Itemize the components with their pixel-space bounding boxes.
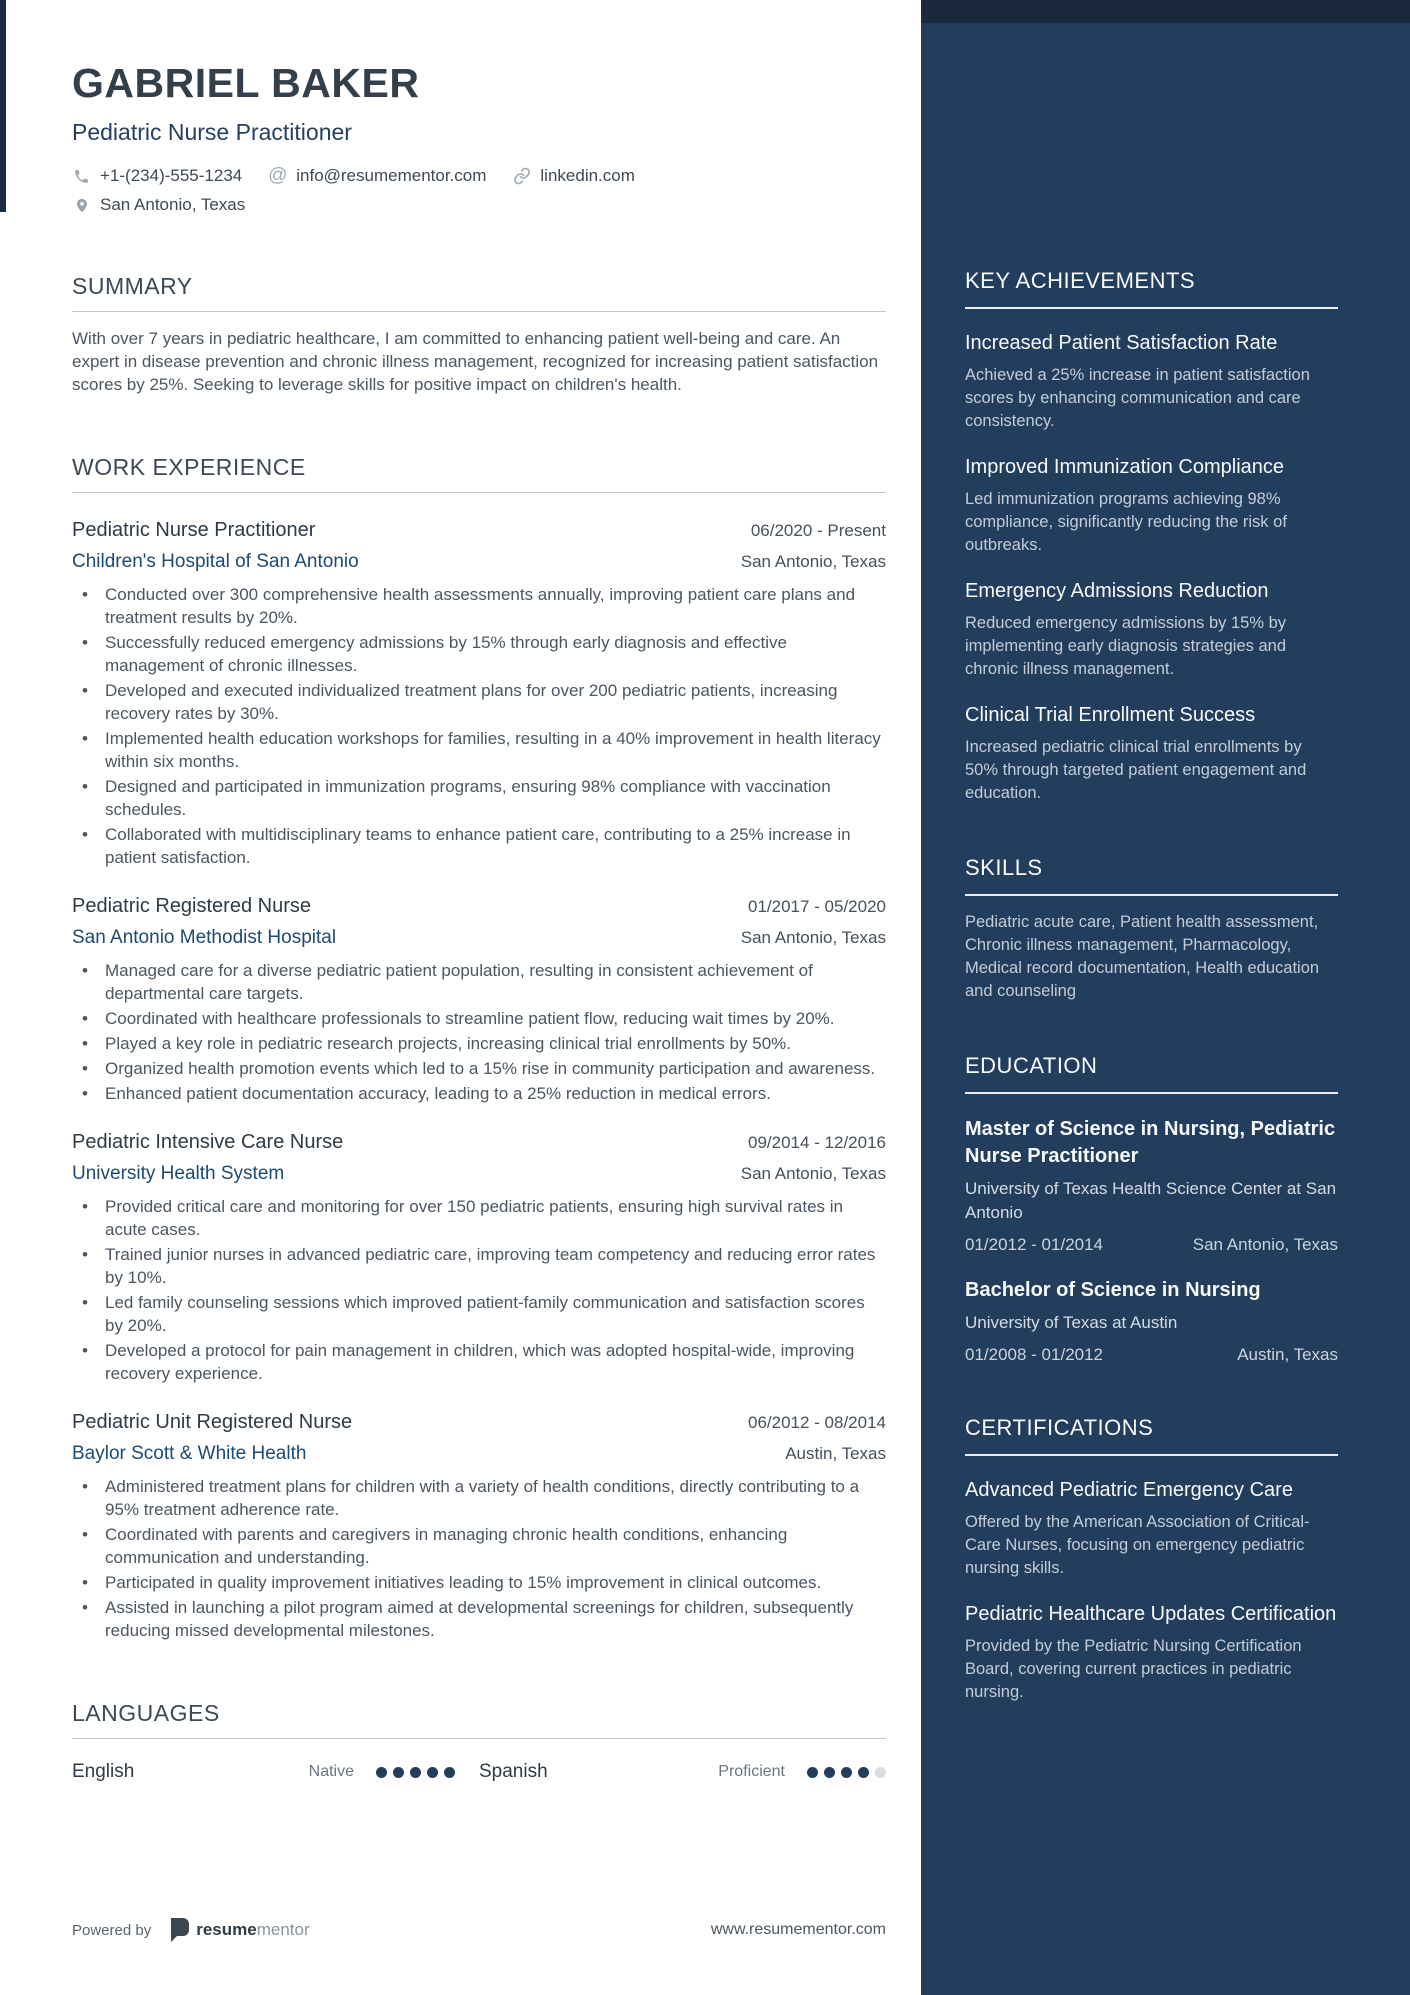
linkedin-contact[interactable] xyxy=(512,166,635,186)
achievement-text: Reduced emergency admissions by 15% by implementing early diagnosis strategies and chronic illness management. xyxy=(965,614,1287,678)
education-divider xyxy=(965,1092,1338,1094)
achievement-item xyxy=(965,578,1338,681)
job-bullet: • Implemented health education workshops for families, resulting in a 40% improvement in health literacy within six months. xyxy=(72,727,886,773)
language-entry xyxy=(72,1761,479,1783)
language-level-dot xyxy=(841,1767,852,1778)
languages-divider xyxy=(72,1738,886,1739)
education-section xyxy=(965,1053,1338,1365)
summary-heading: SUMMARY xyxy=(72,273,193,299)
work-experience-heading: WORK EXPERIENCE xyxy=(72,454,306,480)
sidebar xyxy=(921,0,1410,1995)
email-address: info@resumementor.com xyxy=(296,166,487,185)
achievement-text: Achieved a 25% increase in patient satisfaction scores by enhancing communication and care consistency. xyxy=(965,366,1310,430)
language-level-dot xyxy=(376,1767,387,1778)
achievement-text: Increased pediatric clinical trial enrollments by 50% through targeted patient engagement and education. xyxy=(965,738,1307,802)
job-bullet: • Organized health promotion events which led to a 15% rise in community participation and awareness. xyxy=(72,1057,886,1080)
job-bullet: • Enhanced patient documentation accuracy, leading to a 25% reduction in medical errors. xyxy=(72,1082,886,1105)
location-row xyxy=(72,195,886,215)
language-entry xyxy=(479,1761,886,1783)
footer-url[interactable]: www.resumementor.com xyxy=(710,1921,886,1938)
job-bullet: • Trained junior nurses in advanced pediatric care, improving team competency and reducing error rates by 10%. xyxy=(72,1243,886,1289)
language-name: English xyxy=(72,1761,135,1782)
certifications-heading: CERTIFICATIONS xyxy=(965,1415,1154,1440)
job-entry xyxy=(72,895,886,1105)
footer xyxy=(72,1918,886,1942)
skills-section xyxy=(965,855,1338,1003)
job-bullet: • Developed a protocol for pain management in children, which was adopted hospital-wide, improving recovery experience. xyxy=(72,1339,886,1385)
job-dates: 06/2012 - 08/2014 xyxy=(747,1413,886,1432)
job-bullet: • Administered treatment plans for children with a variety of health conditions, directly contributing to a 95% treatment adherence rate. xyxy=(72,1475,886,1521)
language-level: Native xyxy=(308,1763,354,1780)
language-level-dots xyxy=(801,1767,886,1778)
job-bullet: • Participated in quality improvement initiatives leading to 15% improvement in clinical outcomes. xyxy=(72,1571,886,1594)
education-heading: EDUCATION xyxy=(965,1053,1098,1078)
job-location: San Antonio, Texas xyxy=(740,552,886,571)
achievement-item xyxy=(965,702,1338,805)
job-bullet: • Coordinated with parents and caregivers in managing chronic health conditions, enhancing communication and understanding. xyxy=(72,1523,886,1569)
phone-contact[interactable] xyxy=(72,166,242,186)
language-level-dots xyxy=(370,1767,455,1778)
link-icon xyxy=(512,167,531,186)
languages-row xyxy=(72,1761,886,1783)
job-company: San Antonio Methodist Hospital xyxy=(72,927,337,948)
job-dates: 01/2017 - 05/2020 xyxy=(747,897,886,916)
job-entry xyxy=(72,1131,886,1385)
language-level-dot xyxy=(807,1767,818,1778)
languages-section xyxy=(72,1700,886,1783)
degree-dates: 01/2012 - 01/2014 xyxy=(965,1235,1104,1254)
job-bullet-list xyxy=(72,1195,886,1385)
job-bullet: • Provided critical care and monitoring for over 150 pediatric patients, ensuring high survival rates in acute cases. xyxy=(72,1195,886,1241)
key-achievements-heading: KEY ACHIEVEMENTS xyxy=(965,268,1196,293)
job-location: Austin, Texas xyxy=(785,1444,886,1463)
certification-item xyxy=(965,1601,1338,1704)
summary-section xyxy=(72,273,886,396)
map-pin-icon xyxy=(72,196,91,215)
language-level-dot xyxy=(410,1767,421,1778)
skills-text: Pediatric acute care, Patient health assessment, Chronic illness management, Pharmacology, Medical record documentation, Health education and counseling xyxy=(965,913,1320,1000)
job-entry xyxy=(72,1411,886,1642)
candidate-title: Pediatric Nurse Practitioner xyxy=(72,119,352,145)
email-contact[interactable] xyxy=(268,166,486,186)
degree-title: Master of Science in Nursing, Pediatric Nurse Practitioner xyxy=(965,1118,1336,1167)
phone-icon xyxy=(72,167,91,186)
job-bullet: • Successfully reduced emergency admissions by 15% through early diagnosis and effective management of chronic illnesses. xyxy=(72,631,886,677)
certification-item xyxy=(965,1477,1338,1580)
location-text: San Antonio, Texas xyxy=(100,195,246,214)
degree-entry xyxy=(965,1277,1338,1365)
certification-title: Pediatric Healthcare Updates Certification xyxy=(965,1603,1337,1625)
certification-text: Offered by the American Association of Critical-Care Nurses, focusing on emergency pediatric nursing skills. xyxy=(965,1513,1310,1577)
resumementor-logo-icon xyxy=(169,1918,189,1942)
achievement-title: Clinical Trial Enrollment Success xyxy=(965,704,1256,726)
skills-divider xyxy=(965,894,1338,896)
summary-divider xyxy=(72,311,886,312)
job-title: Pediatric Registered Nurse xyxy=(72,895,311,917)
certifications-section xyxy=(965,1415,1338,1704)
language-name: Spanish xyxy=(479,1761,548,1782)
main-column xyxy=(72,0,886,1783)
job-bullet: • Collaborated with multidisciplinary teams to enhance patient care, contributing to a 25% increase in patient satisfaction. xyxy=(72,823,886,869)
job-title: Pediatric Unit Registered Nurse xyxy=(72,1411,353,1433)
linkedin-url: linkedin.com xyxy=(540,166,635,185)
degree-entry xyxy=(965,1116,1338,1255)
page-edge-accent xyxy=(0,0,6,212)
language-level-dot xyxy=(875,1767,886,1778)
languages-heading: LANGUAGES xyxy=(72,1700,220,1726)
language-level-dot xyxy=(393,1767,404,1778)
key-achievements-section xyxy=(965,268,1338,805)
brand-wordmark: resumementor xyxy=(196,1920,310,1939)
job-location: San Antonio, Texas xyxy=(740,1164,886,1183)
job-bullet: • Conducted over 300 comprehensive health assessments annually, improving patient care plans and treatment results by 20%. xyxy=(72,583,886,629)
email-at-icon: @ xyxy=(268,165,288,186)
certification-title: Advanced Pediatric Emergency Care xyxy=(965,1479,1293,1501)
job-location: San Antonio, Texas xyxy=(740,928,886,947)
job-company: Baylor Scott & White Health xyxy=(72,1443,307,1464)
achievement-item xyxy=(965,454,1338,557)
achievement-item xyxy=(965,330,1338,433)
sidebar-top-band xyxy=(921,0,1410,23)
language-level-dot xyxy=(444,1767,455,1778)
key-achievements-divider xyxy=(965,307,1338,309)
degree-school: University of Texas at Austin xyxy=(965,1313,1178,1332)
job-dates: 06/2020 - Present xyxy=(750,521,886,540)
job-entry xyxy=(72,519,886,869)
job-dates: 09/2014 - 12/2016 xyxy=(747,1133,886,1152)
certification-text: Provided by the Pediatric Nursing Certification Board, covering current practices in pediatric nursing. xyxy=(965,1637,1302,1701)
job-company: Children's Hospital of San Antonio xyxy=(72,551,359,572)
degree-dates: 01/2008 - 01/2012 xyxy=(965,1345,1104,1364)
certifications-divider xyxy=(965,1454,1338,1456)
degree-school: University of Texas Health Science Center at San Antonio xyxy=(965,1179,1337,1222)
achievement-text: Led immunization programs achieving 98% compliance, significantly reducing the risk of outbreaks. xyxy=(965,490,1287,554)
achievement-title: Emergency Admissions Reduction xyxy=(965,580,1269,602)
sidebar-content xyxy=(921,23,1410,1704)
job-bullet: • Assisted in launching a pilot program aimed at developmental screenings for children, subsequently reducing missed developmental milestones. xyxy=(72,1596,886,1642)
job-bullet: • Developed and executed individualized treatment plans for over 200 pediatric patients, increasing recovery rates by 30%. xyxy=(72,679,886,725)
job-bullet-list xyxy=(72,583,886,869)
job-bullet: • Managed care for a diverse pediatric patient population, resulting in consistent achievement of departmental care targets. xyxy=(72,959,886,1005)
candidate-name: GABRIEL BAKER xyxy=(72,60,420,106)
resumementor-brand xyxy=(169,1918,309,1942)
contact-row xyxy=(72,166,886,186)
degree-title: Bachelor of Science in Nursing xyxy=(965,1279,1261,1301)
work-experience-divider xyxy=(72,492,886,493)
language-level-dot xyxy=(858,1767,869,1778)
job-title: Pediatric Nurse Practitioner xyxy=(72,519,316,541)
summary-text: With over 7 years in pediatric healthcare, I am committed to enhancing patient well-being and care. An expert in disease prevention and chronic illness management, recognized for increasing patient satisfaction scores by 25%. Seeking to leverage skills for positive impact on children's health. xyxy=(72,329,879,394)
job-bullet: • Designed and participated in immunization programs, ensuring 98% compliance with vaccination schedules. xyxy=(72,775,886,821)
job-title: Pediatric Intensive Care Nurse xyxy=(72,1131,344,1153)
language-level-dot xyxy=(824,1767,835,1778)
job-company: University Health System xyxy=(72,1163,285,1184)
phone-number: +1-(234)-555-1234 xyxy=(100,166,243,185)
job-bullet-list xyxy=(72,959,886,1105)
achievement-title: Improved Immunization Compliance xyxy=(965,456,1285,478)
degree-location: Austin, Texas xyxy=(1237,1345,1338,1364)
job-bullet: • Coordinated with healthcare professionals to streamline patient flow, reducing wait times by 20%. xyxy=(72,1007,886,1030)
degree-location: San Antonio, Texas xyxy=(1192,1235,1338,1254)
language-level: Proficient xyxy=(718,1763,785,1780)
achievement-title: Increased Patient Satisfaction Rate xyxy=(965,332,1278,354)
powered-by-label: Powered by xyxy=(72,1921,152,1939)
work-experience-section xyxy=(72,454,886,1642)
location-item xyxy=(72,195,245,215)
job-bullet: • Played a key role in pediatric research projects, increasing clinical trial enrollments by 50%. xyxy=(72,1032,886,1055)
job-bullet: • Led family counseling sessions which improved patient-family communication and satisfaction scores by 20%. xyxy=(72,1291,886,1337)
job-bullet-list xyxy=(72,1475,886,1642)
skills-heading: SKILLS xyxy=(965,855,1043,880)
language-level-dot xyxy=(427,1767,438,1778)
